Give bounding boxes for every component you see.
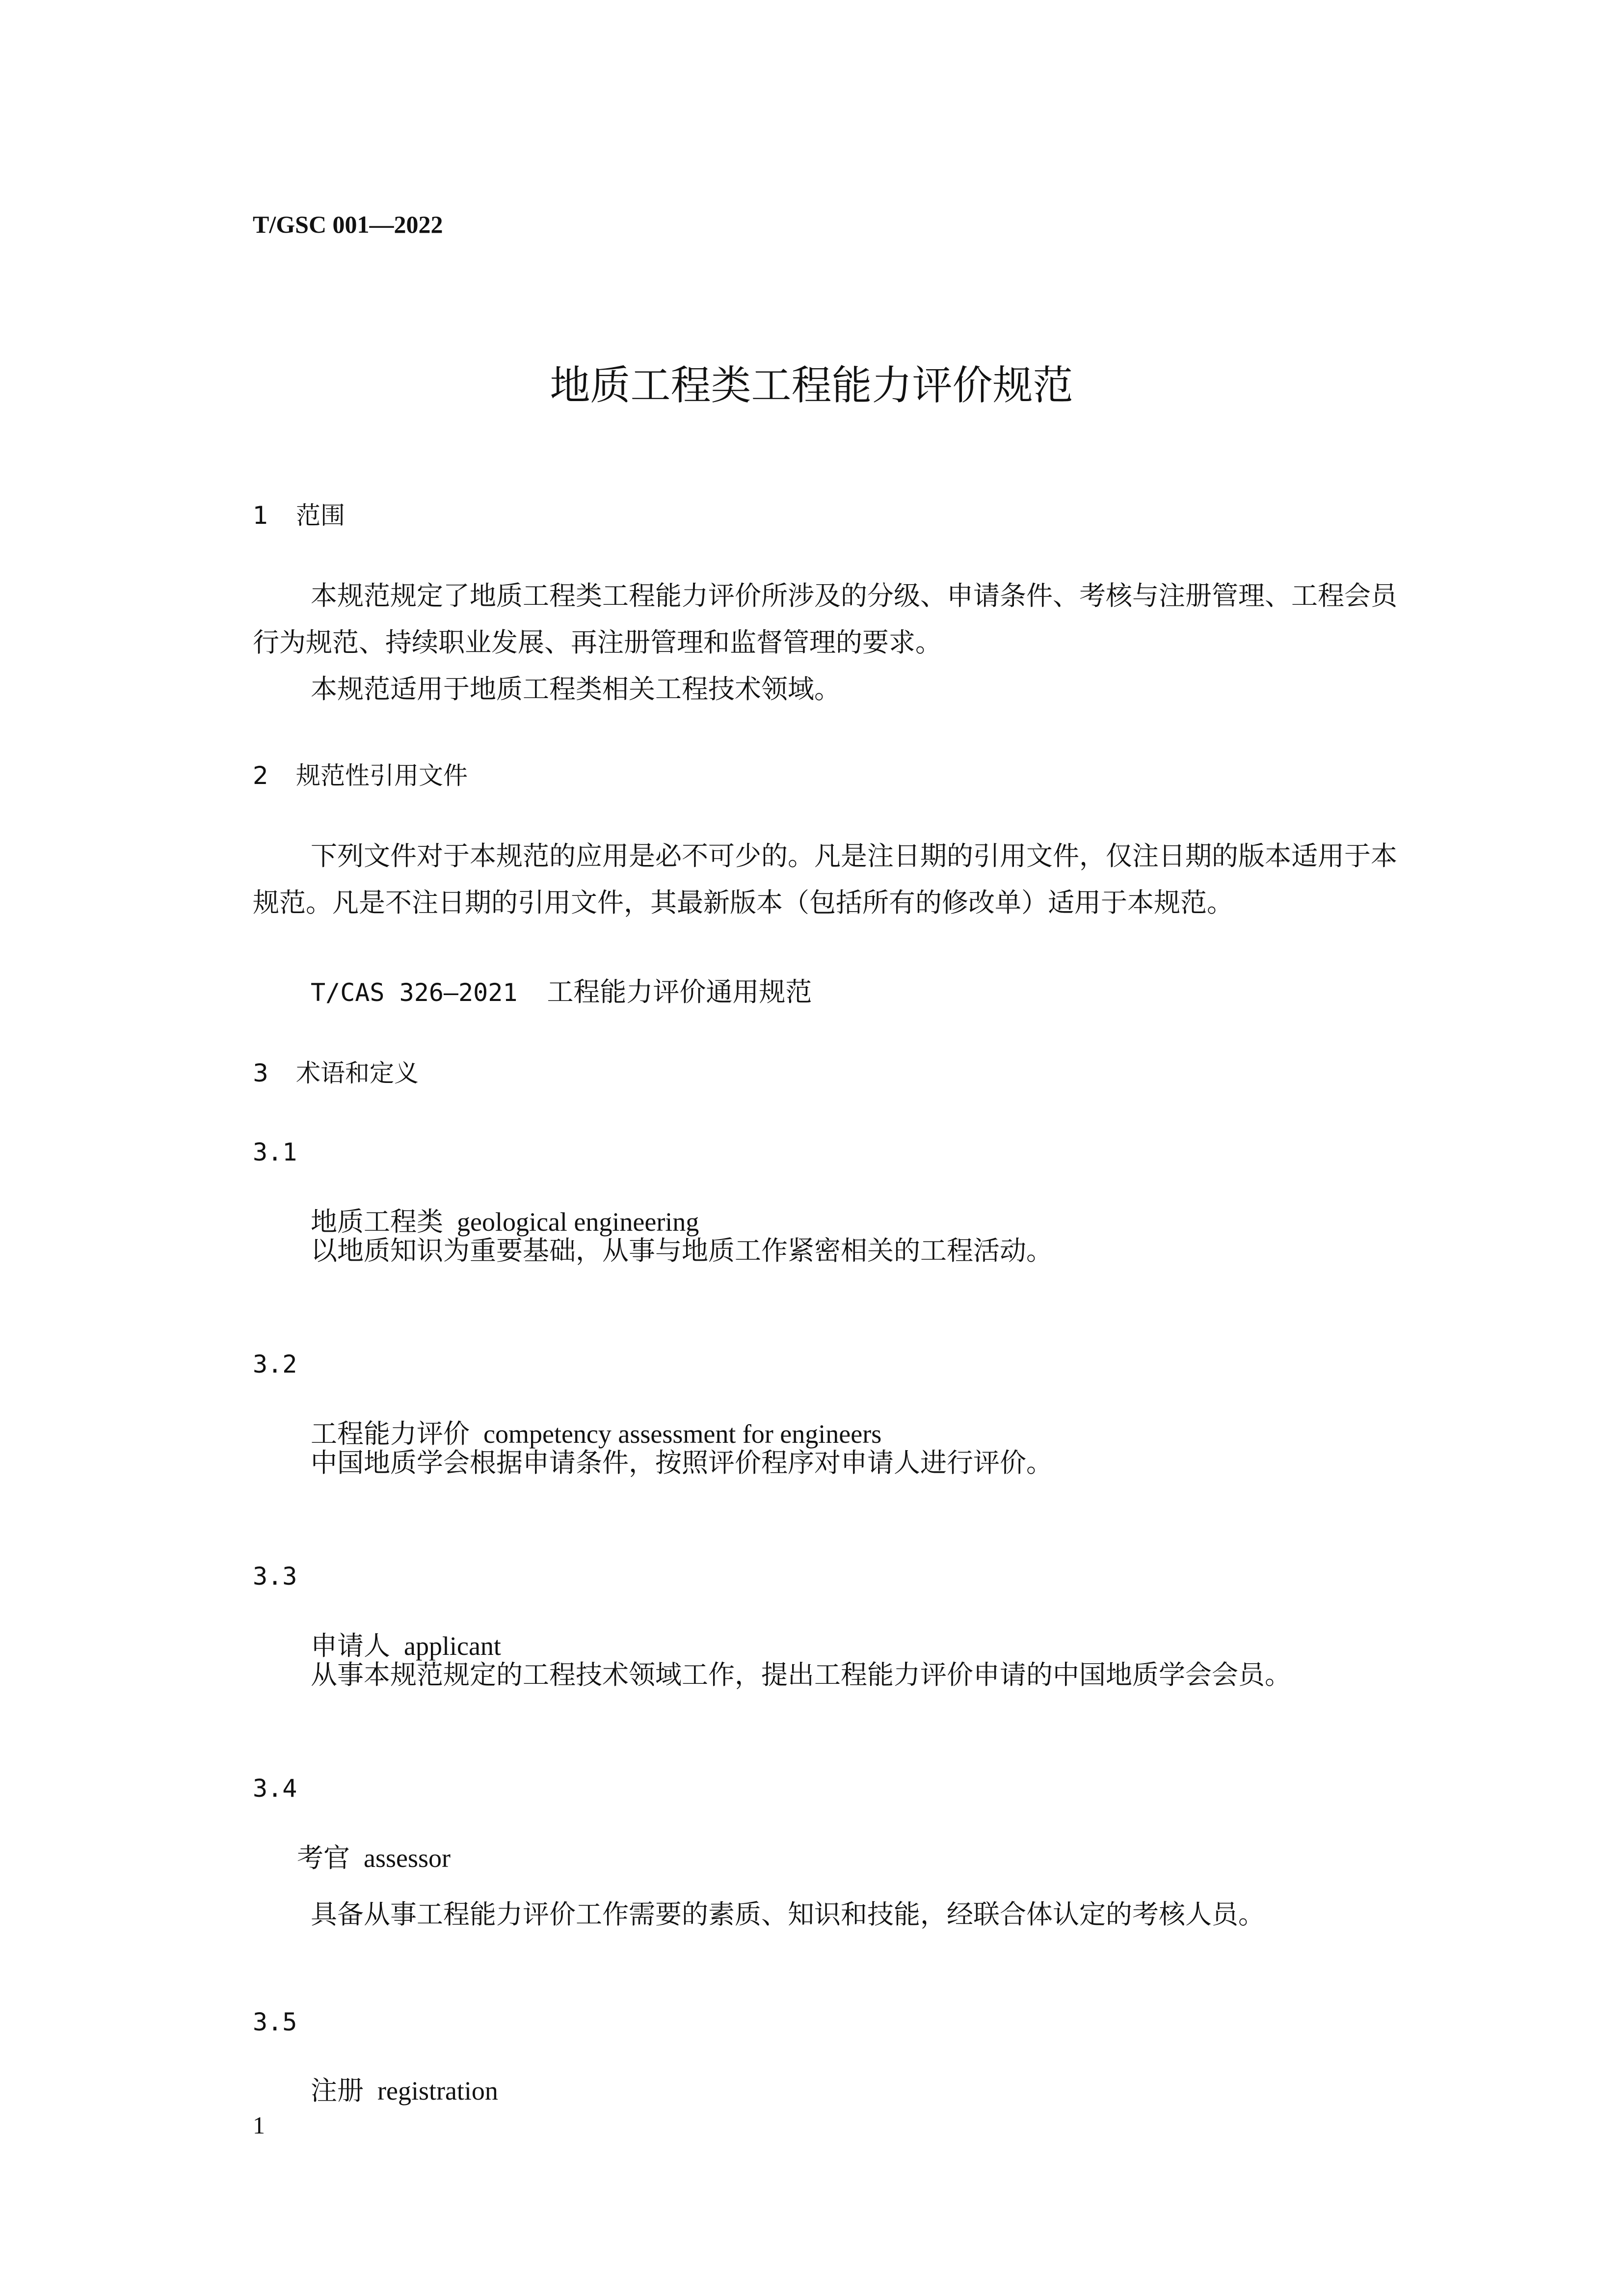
term-zh: 工程能力评价 — [311, 1418, 470, 1449]
clause-number: 3.5 — [253, 2008, 297, 2036]
clause-number: 3.1 — [253, 1138, 297, 1166]
term-entry — [311, 2070, 498, 2107]
term-en: registration — [377, 2076, 498, 2106]
section-3-heading — [253, 1053, 419, 1089]
term-zh: 注册 — [311, 2075, 364, 2106]
reference-title: 工程能力评价通用规范 — [547, 976, 812, 1007]
section-number: 2 — [253, 761, 268, 790]
term-definition: 具备从事工程能力评价工作需要的素质、知识和技能，经联合体认定的考核人员。 — [311, 1899, 1265, 1930]
term-zh: 申请人 — [311, 1630, 390, 1661]
reference-code: T/CAS 326—2021 — [311, 978, 518, 1007]
term-definition: 从事本规范规定的工程技术领域工作，提出工程能力评价申请的中国地质学会会员。 — [311, 1659, 1291, 1690]
clause-number: 3.2 — [253, 1350, 297, 1378]
clause-number: 3.4 — [253, 1774, 297, 1803]
clause-number: 3.3 — [253, 1562, 297, 1591]
section-1-paragraph-1: 本规范规定了地质工程类工程能力评价所涉及的分级、申请条件、考核与注册管理、工程会员行为规范、持续职业发展、再注册管理和监督管理的要求。 — [253, 580, 1397, 658]
page-number: 1 — [253, 2111, 265, 2139]
standard-code: T/GSC 001—2022 — [253, 211, 443, 238]
document-title: 地质工程类工程能力评价规范 — [550, 362, 1073, 409]
term-definition: 中国地质学会根据申请条件，按照评价程序对申请人进行评价。 — [311, 1447, 1053, 1478]
section-title: 范围 — [296, 501, 345, 530]
term-en: assessor — [364, 1843, 451, 1873]
term-entry — [297, 1837, 451, 1875]
term-en: competency assessment for engineers — [483, 1419, 882, 1449]
term-zh: 考官 — [297, 1842, 350, 1873]
normative-reference — [311, 971, 812, 1009]
section-1-paragraph-2: 本规范适用于地质工程类相关工程技术领域。 — [311, 674, 841, 704]
section-1-heading — [253, 496, 345, 531]
section-2-paragraph: 下列文件对于本规范的应用是必不可少的。凡是注日期的引用文件，仅注日期的版本适用于本规范。凡是不注日期的引用文件，其最新版本（包括所有的修改单）适用于本规范。 — [253, 840, 1397, 918]
term-zh: 地质工程类 — [311, 1206, 443, 1237]
section-number: 1 — [253, 501, 268, 530]
term-en: geological engineering — [457, 1207, 699, 1237]
section-number: 3 — [253, 1059, 268, 1087]
section-title: 术语和定义 — [296, 1059, 419, 1087]
term-definition: 以地质知识为重要基础，从事与地质工作紧密相关的工程活动。 — [311, 1235, 1053, 1266]
section-2-heading — [253, 756, 468, 791]
section-title: 规范性引用文件 — [296, 761, 468, 790]
term-en: applicant — [404, 1631, 501, 1661]
